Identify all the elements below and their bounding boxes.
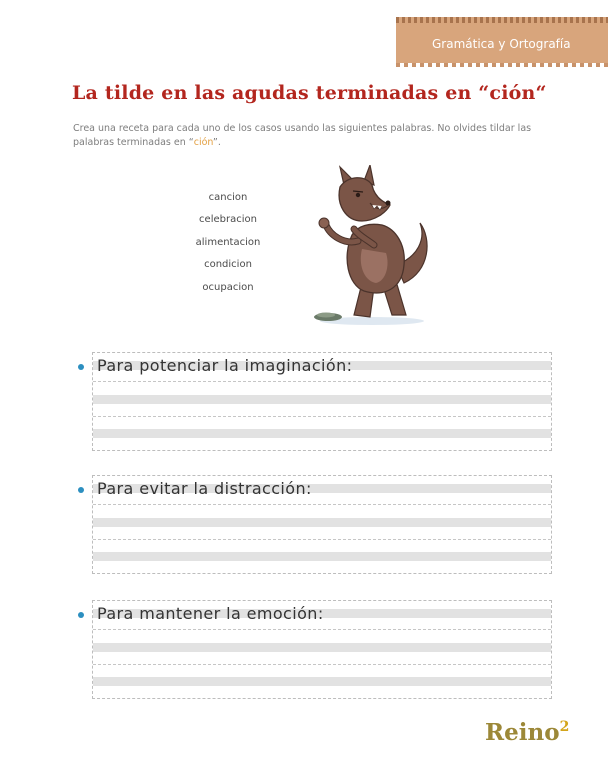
guide-stripe [93, 395, 551, 404]
instructions-after: ”. [212, 137, 221, 148]
instructions-text [73, 122, 543, 150]
instructions-highlight: ción [193, 137, 213, 148]
writing-box[interactable] [92, 600, 552, 699]
guide-dash [93, 629, 551, 630]
writing-box[interactable] [92, 352, 552, 451]
word-item: alimentacion [195, 237, 261, 248]
word-item: celebracion [199, 214, 257, 225]
guide-stripe [93, 643, 551, 652]
guide-stripe [93, 552, 551, 561]
logo-text: Reino [485, 719, 560, 746]
guide-stripe [93, 677, 551, 686]
wolf-illustration [300, 165, 440, 330]
guide-dash [93, 539, 551, 540]
bullet-icon [78, 612, 84, 618]
guide-dash [93, 416, 551, 417]
section-label: Para potenciar la imaginación: [97, 356, 353, 375]
guide-stripe [93, 518, 551, 527]
section-label: Para evitar la distracción: [97, 479, 312, 498]
writing-box[interactable] [92, 475, 552, 574]
section-tab [396, 17, 608, 63]
word-item: cancion [208, 192, 248, 203]
section-tab-label: Gramática y Ortografía [432, 37, 571, 51]
instructions-before: Crea una receta para cada uno de los casos usando las siguientes palabras. No olvides tildar las palabras terminadas en “ [73, 123, 532, 148]
bullet-icon [78, 487, 84, 493]
tab-edge [396, 63, 608, 67]
guide-dash [93, 381, 551, 382]
guide-dash [93, 504, 551, 505]
guide-stripe [93, 429, 551, 438]
section-label: Para mantener la emoción: [97, 604, 324, 623]
reino-logo [485, 719, 569, 746]
word-item: condicion [204, 259, 252, 270]
guide-dash [93, 664, 551, 665]
word-item: ocupacion [202, 282, 254, 293]
bullet-icon [78, 364, 84, 370]
logo-number: 2 [559, 719, 570, 735]
tab-fringe [396, 17, 608, 23]
page-title: La tilde en las agudas terminadas en “ción“ [72, 82, 547, 104]
